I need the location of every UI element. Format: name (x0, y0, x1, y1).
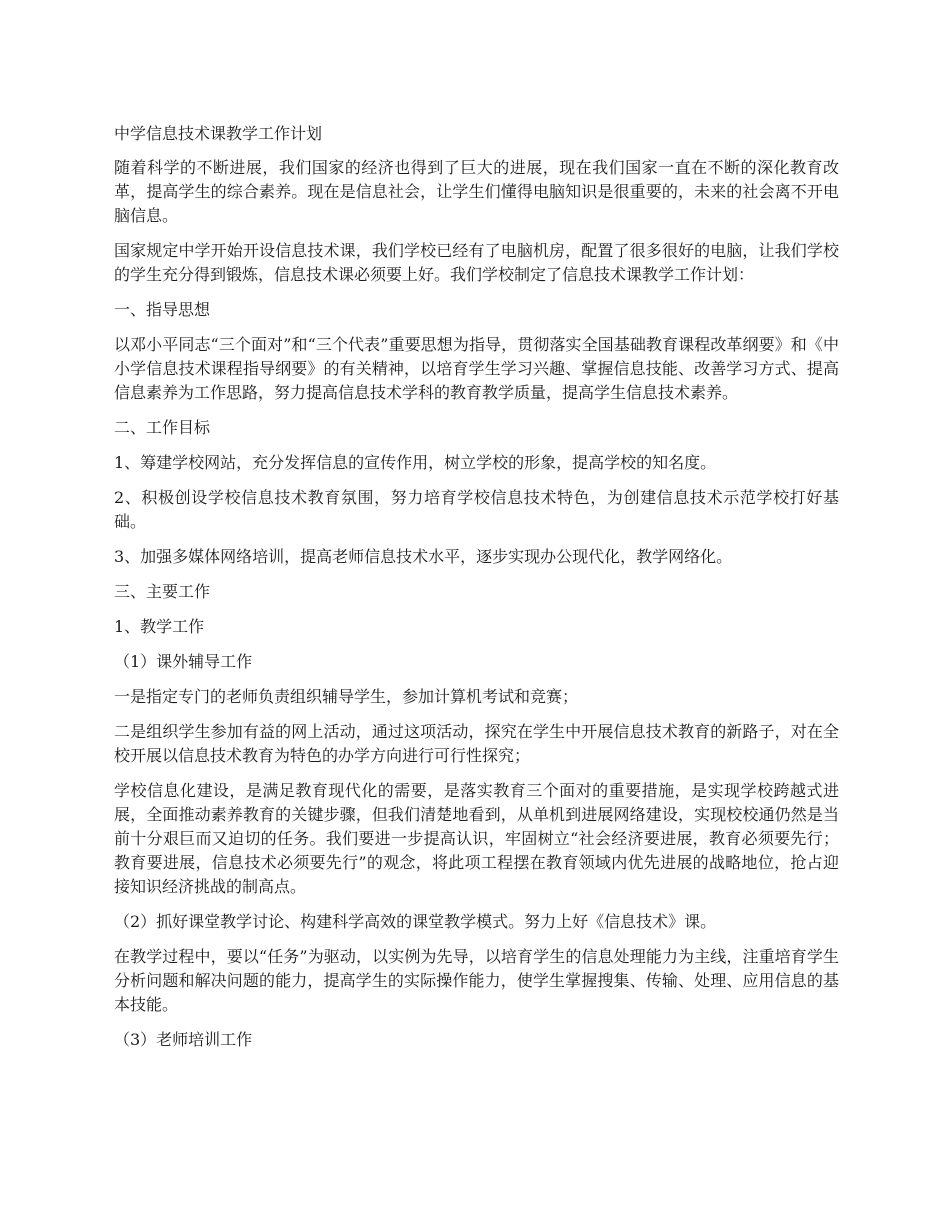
paragraph-informatization: 学校信息化建设，是满足教育现代化的需要，是落实教育三个面对的重要措施，是实现学校跨越式进展，全面推动素养教育的关键步骤，但我们清楚地看到，从单机到进展网络建设，实现校校通仍然是当前十分艰巨而又迫切的任务。我们要进一步提高认识，牢固树立“社会经济要进展，教育必须要先行；教育要进展，信息技术必须要先行”的观念，将此项工程摆在教育领域内优先进展的战略地位，抢占迎接知识经济挑战的制高点。 (114, 781, 839, 896)
document-body (114, 122, 839, 1063)
paragraph-goal-1: 1、筹建学校网站，充分发挥信息的宣传作用，树立学校的形象，提高学校的知名度。 (114, 453, 717, 472)
paragraph-extracurricular-2: 二是组织学生参加有益的网上活动，通过这项活动，探究在学生中开展信息技术教育的新路子，对在全校开展以信息技术教育为特色的办学方向进行可行性探究； (114, 722, 839, 765)
paragraph-guiding-ideology: 以邓小平同志“三个面对”和“三个代表”重要思想为指导，贯彻落实全国基础教育课程改革纲要》和《中小学信息技术课程指导纲要》的有关精神，以培育学生学习兴趣、掌握信息技能、改善学习方式、提高信息素养为工作思路，努力提高信息技术学科的教育教学质量，提高学生信息技术素养。 (114, 335, 839, 402)
subheading-extracurricular: （1）课外辅导工作 (114, 652, 253, 671)
section-heading-main-work: 三、主要工作 (114, 582, 211, 601)
paragraph-intro-1: 随着科学的不断进展，我们国家的经济也得到了巨大的进展，现在我们国家一直在不断的深化教育改革，提高学生的综合素养。现在是信息社会，让学生们懂得电脑知识是很重要的，未来的社会离不开电脑信息。 (114, 158, 839, 225)
subheading-classroom-teaching: （2）抓好课堂教学讨论、构建科学高效的课堂教学模式。努力上好《信息技术》课。 (114, 912, 717, 931)
paragraph-teaching-process: 在教学过程中，要以“任务”为驱动，以实例为先导，以培育学生的信息处理能力为主线，注重培育学生分析问题和解决问题的能力，提高学生的实际操作能力，使学生掌握搜集、传输、处理、应用信息的基本技能。 (114, 947, 839, 1014)
paragraph-goal-3: 3、加强多媒体网络培训，提高老师信息技术水平，逐步实现办公现代化，教学网络化。 (114, 547, 733, 566)
paragraph-goal-2: 2、积极创设学校信息技术教育氛围，努力培育学校信息技术特色，为创建信息技术示范学校打好基础。 (114, 488, 839, 531)
paragraph-extracurricular-1: 一是指定专门的老师负责组织辅导学生，参加计算机考试和竞赛； (114, 687, 579, 706)
subheading-teacher-training: （3）老师培训工作 (114, 1030, 253, 1049)
subheading-teaching-work: 1、教学工作 (114, 617, 205, 636)
section-heading-guiding-ideology: 一、指导思想 (114, 300, 211, 319)
document-title: 中学信息技术课教学工作计划 (114, 124, 323, 143)
section-heading-work-goals: 二、工作目标 (114, 418, 211, 437)
paragraph-intro-2: 国家规定中学开始开设信息技术课，我们学校已经有了电脑机房，配置了很多很好的电脑，让我们学校的学生充分得到锻炼，信息技术课必须要上好。我们学校制定了信息技术课教学工作计划： (114, 241, 839, 284)
